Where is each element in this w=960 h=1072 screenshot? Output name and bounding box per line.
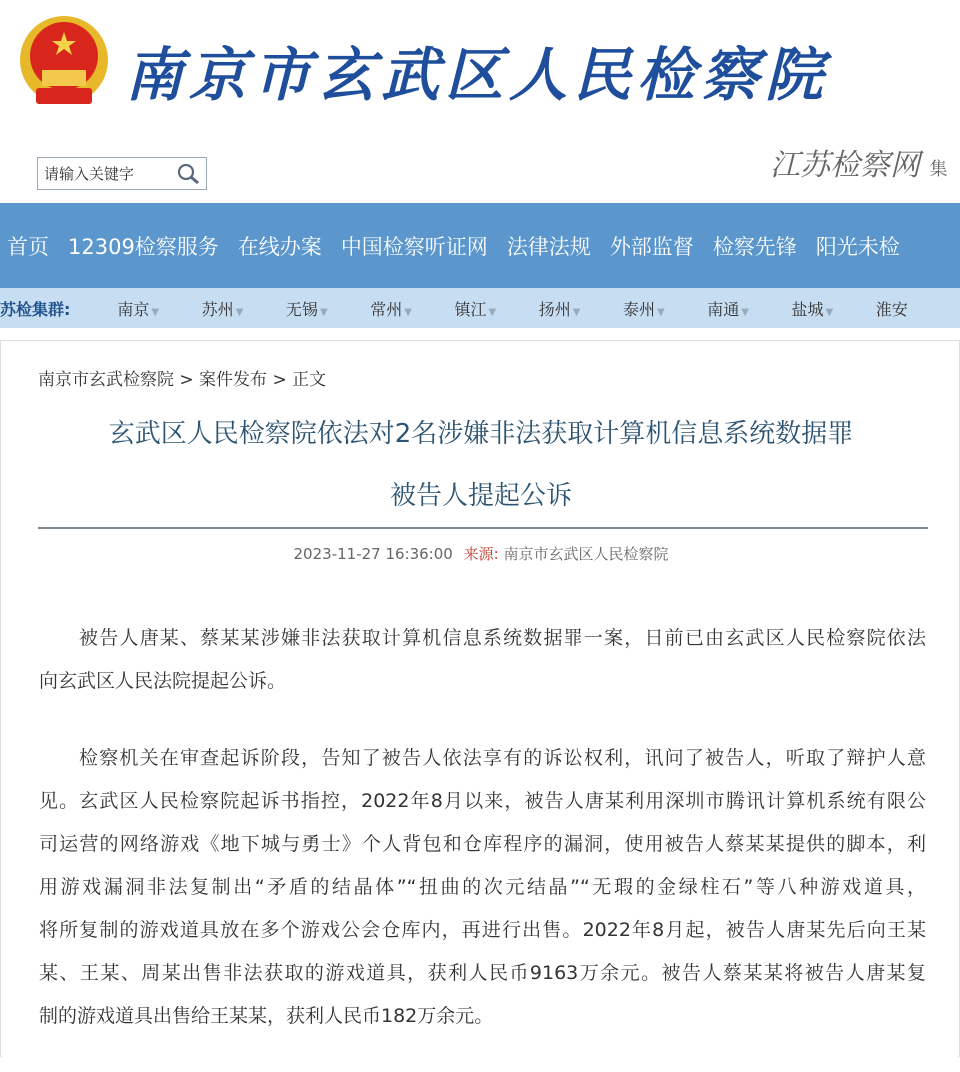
city-dropdown[interactable] <box>792 297 876 320</box>
jiangsu-procuratorate-logo[interactable] <box>770 140 948 184</box>
caret-down-icon: ▼ <box>657 306 665 318</box>
paragraph-line: 被告人唐某、蔡某某涉嫌非法获取计算机信息系统数据罪一案，日前已由玄武区人民检察院依法 <box>79 627 926 649</box>
source-label: 来源: <box>463 545 499 563</box>
paragraph-line: 用游戏漏洞非法复制出“矛盾的结晶体”“扭曲的次元结晶”“无瑕的金绿柱石”等八种游戏道具， <box>39 876 926 898</box>
paragraph-line: 向玄武区人民法院提起公诉。 <box>39 670 287 692</box>
city-label: 盐城 <box>791 299 824 319</box>
city-label: 镇江 <box>454 299 487 319</box>
source-name: 南京市玄武区人民检察院 <box>503 545 669 563</box>
caret-down-icon: ▼ <box>488 306 497 318</box>
city-dropdown[interactable] <box>202 297 286 320</box>
city-dropdown[interactable] <box>117 297 201 320</box>
paragraph-line: 某、王某、周某出售非法获取的游戏道具，获利人民币9163万余元。被告人蔡某某将被告人唐某复 <box>39 962 926 984</box>
nav-item-sunshine[interactable]: 阳光未检 <box>815 234 900 259</box>
partner-suffix: 集 <box>929 159 948 180</box>
city-dropdown[interactable] <box>623 297 707 320</box>
caret-down-icon: ▼ <box>151 306 160 318</box>
article-meta <box>1 543 960 564</box>
city-label: 苏州 <box>201 299 234 319</box>
paragraph-line: 制的游戏道具出售给王某某，获利人民币182万余元。 <box>39 1005 494 1027</box>
caret-down-icon: ▼ <box>572 306 581 318</box>
city-label: 南通 <box>707 299 740 319</box>
caret-down-icon: ▼ <box>825 306 834 318</box>
site-header <box>0 0 960 183</box>
city-dropdown[interactable] <box>286 297 370 320</box>
title-line-2: 被告人提起公诉 <box>389 481 572 511</box>
city-dropdown[interactable] <box>707 297 791 320</box>
caret-down-icon: ▼ <box>235 306 244 318</box>
city-label: 淮安 <box>875 299 908 319</box>
search-box <box>37 157 207 190</box>
nav-item-12309[interactable]: 12309检察服务 <box>68 234 219 259</box>
title-line-1: 玄武区人民检察院依法对2名涉嫌非法获取计算机信息系统数据罪 <box>108 419 854 449</box>
city-dropdown[interactable] <box>876 297 960 320</box>
city-cluster-nav <box>0 288 960 328</box>
paragraph-line: 见。玄武区人民检察院起诉书指控，2022年8月以来，被告人唐某利用深圳市腾讯计算机系统有限公 <box>39 790 926 812</box>
cluster-label: 苏检集群: <box>0 299 71 319</box>
nav-item-hearing[interactable]: 中国检察听证网 <box>340 234 488 259</box>
nav-item-supervision[interactable]: 外部监督 <box>609 234 694 259</box>
breadcrumb[interactable]: 南京市玄武检察院 > 案件发布 > 正文 <box>38 370 327 390</box>
paragraph-line: 司运营的网络游戏《地下城与勇士》个人背包和仓库程序的漏洞，使用被告人蔡某某提供的脚本，利 <box>39 833 926 855</box>
title-divider <box>38 527 928 529</box>
article-body <box>39 617 926 1072</box>
article-title <box>31 403 931 527</box>
city-label: 常州 <box>370 299 403 319</box>
nav-item-pioneer[interactable]: 检察先锋 <box>712 234 797 259</box>
main-nav <box>0 203 960 288</box>
caret-down-icon: ▼ <box>404 306 412 318</box>
caret-down-icon: ▼ <box>741 306 749 318</box>
partner-logo-text: 江苏检察网 <box>770 148 920 183</box>
nav-item-home[interactable]: 首页 <box>7 234 49 259</box>
national-emblem-icon <box>18 14 110 110</box>
article-paragraph <box>39 737 926 1038</box>
search-input[interactable] <box>42 158 176 190</box>
search-icon[interactable] <box>176 162 202 186</box>
city-label: 扬州 <box>538 299 571 319</box>
city-dropdown[interactable] <box>370 297 454 320</box>
paragraph-line: 将所复制的游戏道具放在多个游戏公会仓库内，再进行出售。2022年8月起，被告人唐某先后向王某 <box>39 919 926 941</box>
paragraph-line: 检察机关在审查起诉阶段，告知了被告人依法享有的诉讼权利，讯问了被告人，听取了辩护人意 <box>79 747 926 769</box>
article-paragraph <box>39 617 926 703</box>
city-label: 无锡 <box>285 299 318 319</box>
caret-down-icon: ▼ <box>319 306 328 318</box>
city-dropdown[interactable] <box>454 297 538 320</box>
city-label: 泰州 <box>622 299 655 319</box>
city-dropdown[interactable] <box>539 297 623 320</box>
site-title: 南京市玄武区人民检察院 <box>125 41 830 109</box>
publish-datetime: 2023-11-27 16:36:00 <box>293 545 453 563</box>
city-label: 南京 <box>117 299 150 319</box>
article-container <box>0 340 960 1057</box>
nav-item-online-case[interactable]: 在线办案 <box>237 234 322 259</box>
nav-item-laws[interactable]: 法律法规 <box>506 234 591 259</box>
